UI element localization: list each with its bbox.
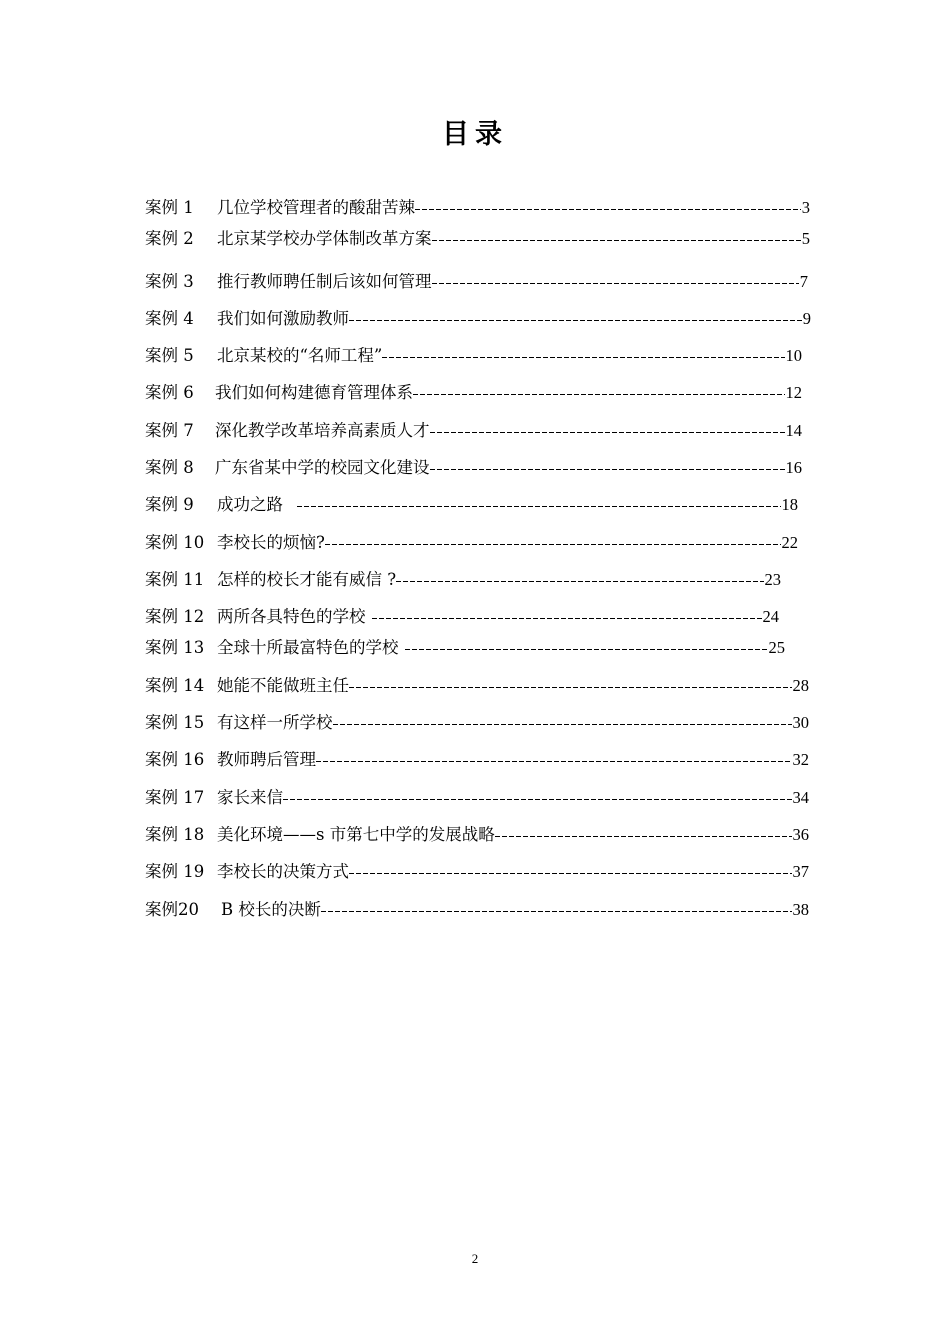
page-number: 32 <box>792 750 809 769</box>
dot-leader <box>382 344 784 368</box>
page-number: 37 <box>792 862 809 881</box>
footer-page-number: 2 <box>471 1251 479 1266</box>
page-number: 10 <box>785 346 802 365</box>
case-number: 案例 6 <box>145 383 194 402</box>
case-number: 案例 8 <box>145 458 194 477</box>
dot-leader <box>283 786 792 810</box>
case-title: 几位学校管理者的酸甜苦辣 <box>217 198 415 217</box>
case-number: 案例20 <box>145 900 199 919</box>
dot-leader <box>349 860 792 884</box>
case-title: 李校长的烦恼? <box>217 533 325 552</box>
dot-leader <box>432 227 801 251</box>
page-number: 22 <box>781 533 798 552</box>
case-title: B 校长的决断 <box>221 900 321 919</box>
case-number: 案例 12 <box>145 607 205 626</box>
toc-entry[interactable] <box>145 227 810 251</box>
case-number: 案例 2 <box>145 229 194 248</box>
toc-entry[interactable] <box>145 711 809 735</box>
toc-entry[interactable] <box>145 748 809 772</box>
case-title: 推行教师聘任制后该如何管理 <box>217 272 432 291</box>
page-number: 16 <box>785 458 802 477</box>
case-number: 案例 13 <box>145 638 205 657</box>
page-title: 目录 <box>442 119 508 150</box>
page-number: 28 <box>792 676 809 695</box>
case-number: 案例 3 <box>145 272 194 291</box>
toc-entry[interactable] <box>145 860 809 884</box>
page-number: 5 <box>801 229 810 248</box>
dot-leader <box>430 456 785 480</box>
page-number: 24 <box>762 607 779 626</box>
dot-leader <box>430 419 785 443</box>
toc-entry[interactable] <box>145 456 802 480</box>
toc-entry[interactable] <box>145 786 809 810</box>
case-title: 成功之路 <box>217 495 283 514</box>
case-number: 案例 1 <box>145 198 194 217</box>
dot-leader <box>349 674 792 698</box>
dot-leader <box>325 531 781 555</box>
dot-leader <box>396 568 763 592</box>
page-number: 25 <box>768 638 785 657</box>
case-title: 李校长的决策方式 <box>217 862 349 881</box>
case-title: 美化环境——s 市第七中学的发展战略 <box>217 825 495 844</box>
case-title: 家长来信 <box>217 788 283 807</box>
case-number: 案例 4 <box>145 309 194 328</box>
case-title: 广东省某中学的校园文化建设 <box>215 458 430 477</box>
toc-entry[interactable] <box>145 307 811 331</box>
case-number: 案例 19 <box>145 862 205 881</box>
case-title: 有这样一所学校 <box>217 713 333 732</box>
case-number: 案例 10 <box>145 533 205 552</box>
toc-entry[interactable] <box>145 270 808 294</box>
toc-entry[interactable] <box>145 531 798 555</box>
case-title: 教师聘后管理 <box>217 750 316 769</box>
case-number: 案例 11 <box>145 570 205 589</box>
case-title: 北京某学校办学体制改革方案 <box>217 229 432 248</box>
case-number: 案例 9 <box>145 495 194 514</box>
case-number: 案例 18 <box>145 825 205 844</box>
page-number: 12 <box>785 383 802 402</box>
case-title: 我们如何激励教师 <box>217 309 349 328</box>
dot-leader <box>405 636 768 660</box>
case-title: 北京某校的“名师工程” <box>217 346 383 365</box>
dot-leader <box>413 381 785 405</box>
case-title: 她能不能做班主任 <box>217 676 349 695</box>
toc-entry[interactable] <box>145 344 802 368</box>
dot-leader <box>372 605 762 629</box>
dot-leader <box>432 270 799 294</box>
toc-entry[interactable] <box>145 823 809 847</box>
case-title: 怎样的校长才能有威信 ? <box>217 570 397 589</box>
dot-leader <box>297 493 781 517</box>
page-number: 3 <box>801 198 810 217</box>
case-number: 案例 16 <box>145 750 205 769</box>
page-number: 30 <box>792 713 809 732</box>
page-number: 36 <box>792 825 809 844</box>
case-title: 我们如何构建德育管理体系 <box>215 383 413 402</box>
dot-leader <box>333 711 792 735</box>
case-number: 案例 7 <box>145 421 194 440</box>
toc-entry[interactable] <box>145 568 781 592</box>
toc-entry[interactable] <box>145 493 798 517</box>
page-number: 34 <box>792 788 809 807</box>
dot-leader <box>495 823 792 847</box>
case-title: 深化教学改革培养高素质人才 <box>215 421 430 440</box>
case-number: 案例 5 <box>145 346 194 365</box>
case-number: 案例 17 <box>145 788 205 807</box>
page-number: 18 <box>781 495 798 514</box>
toc-entry[interactable] <box>145 419 802 443</box>
toc-entry[interactable] <box>145 605 779 629</box>
page-number: 38 <box>792 900 809 919</box>
case-title: 两所各具特色的学校 <box>217 607 366 626</box>
case-number: 案例 14 <box>145 676 205 695</box>
dot-leader <box>349 307 802 331</box>
dot-leader <box>316 748 792 772</box>
dot-leader <box>321 898 792 922</box>
case-number: 案例 15 <box>145 713 205 732</box>
page-number: 14 <box>785 421 802 440</box>
dot-leader <box>415 196 801 220</box>
page-number: 9 <box>802 309 811 328</box>
toc-entry[interactable] <box>145 196 810 220</box>
page-number: 23 <box>764 570 781 589</box>
page-number: 7 <box>799 272 808 291</box>
toc-entry[interactable] <box>145 674 809 698</box>
toc-entry[interactable] <box>145 898 809 922</box>
case-title: 全球十所最富特色的学校 <box>217 638 399 657</box>
toc-entry[interactable] <box>145 636 785 660</box>
toc-entry[interactable] <box>145 381 802 405</box>
